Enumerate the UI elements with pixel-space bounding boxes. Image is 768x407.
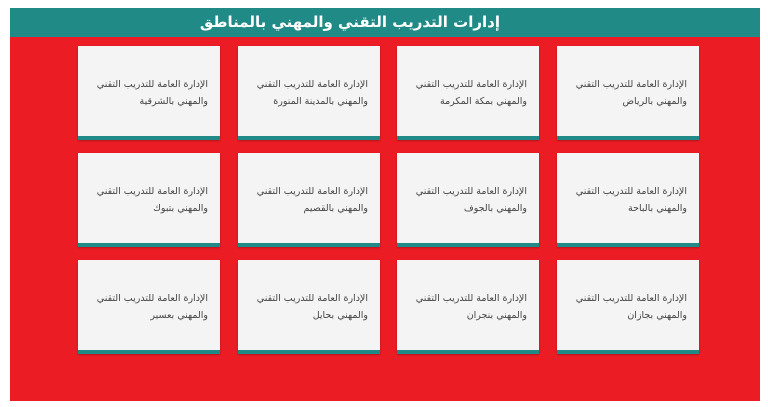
card-line2: والمهني بالمدينة المنورة <box>273 96 368 107</box>
region-card-hail[interactable] <box>238 260 380 354</box>
card-line2: والمهني بحايل <box>312 310 368 321</box>
card-line1: الإدارة العامة للتدريب التقني <box>96 293 208 304</box>
card-text <box>405 76 527 110</box>
card-line1: الإدارة العامة للتدريب التقني <box>96 79 208 90</box>
card-line2: والمهني بعسير <box>150 310 208 321</box>
card-line1: الإدارة العامة للتدريب التقني <box>415 186 527 197</box>
card-line1: الإدارة العامة للتدريب التقني <box>415 293 527 304</box>
page-frame <box>10 8 760 401</box>
card-text <box>405 183 527 217</box>
card-line2: والمهني بنجران <box>466 310 527 321</box>
card-line2: والمهني بتبوك <box>153 203 208 214</box>
card-text <box>565 76 687 110</box>
card-line2: والمهني بالقصيم <box>303 203 368 214</box>
card-text <box>246 290 368 324</box>
card-text <box>86 183 208 217</box>
card-line2: والمهني بجازان <box>627 310 687 321</box>
region-card-riyadh[interactable] <box>557 46 699 140</box>
region-card-madinah[interactable] <box>238 46 380 140</box>
card-text <box>405 290 527 324</box>
card-line1: الإدارة العامة للتدريب التقني <box>415 79 527 90</box>
card-text <box>565 290 687 324</box>
region-card-tabuk[interactable] <box>78 153 220 247</box>
region-card-baha[interactable] <box>557 153 699 247</box>
region-card-qassim[interactable] <box>238 153 380 247</box>
region-card-najran[interactable] <box>397 260 539 354</box>
card-text <box>86 290 208 324</box>
region-card-jouf[interactable] <box>397 153 539 247</box>
region-card-sharqiyah[interactable] <box>78 46 220 140</box>
card-text <box>565 183 687 217</box>
region-card-jazan[interactable] <box>557 260 699 354</box>
card-line2: والمهني بالشرقية <box>139 96 208 107</box>
card-line2: والمهني بمكة المكرمة <box>440 96 527 107</box>
card-line1: الإدارة العامة للتدريب التقني <box>575 79 687 90</box>
region-card-asir[interactable] <box>78 260 220 354</box>
card-text <box>246 183 368 217</box>
regions-grid <box>10 8 760 401</box>
card-line1: الإدارة العامة للتدريب التقني <box>256 79 368 90</box>
region-card-makkah[interactable] <box>397 46 539 140</box>
card-line1: الإدارة العامة للتدريب التقني <box>256 186 368 197</box>
card-line1: الإدارة العامة للتدريب التقني <box>575 186 687 197</box>
card-text <box>86 76 208 110</box>
page-title: إدارات التدريب التقني والمهني بالمناطق <box>10 8 760 37</box>
card-line1: الإدارة العامة للتدريب التقني <box>256 293 368 304</box>
card-line2: والمهني بالرياض <box>622 96 687 107</box>
card-line2: والمهني بالباحة <box>628 203 687 214</box>
card-text <box>246 76 368 110</box>
card-line1: الإدارة العامة للتدريب التقني <box>575 293 687 304</box>
card-line2: والمهني بالجوف <box>463 203 527 214</box>
card-line1: الإدارة العامة للتدريب التقني <box>96 186 208 197</box>
